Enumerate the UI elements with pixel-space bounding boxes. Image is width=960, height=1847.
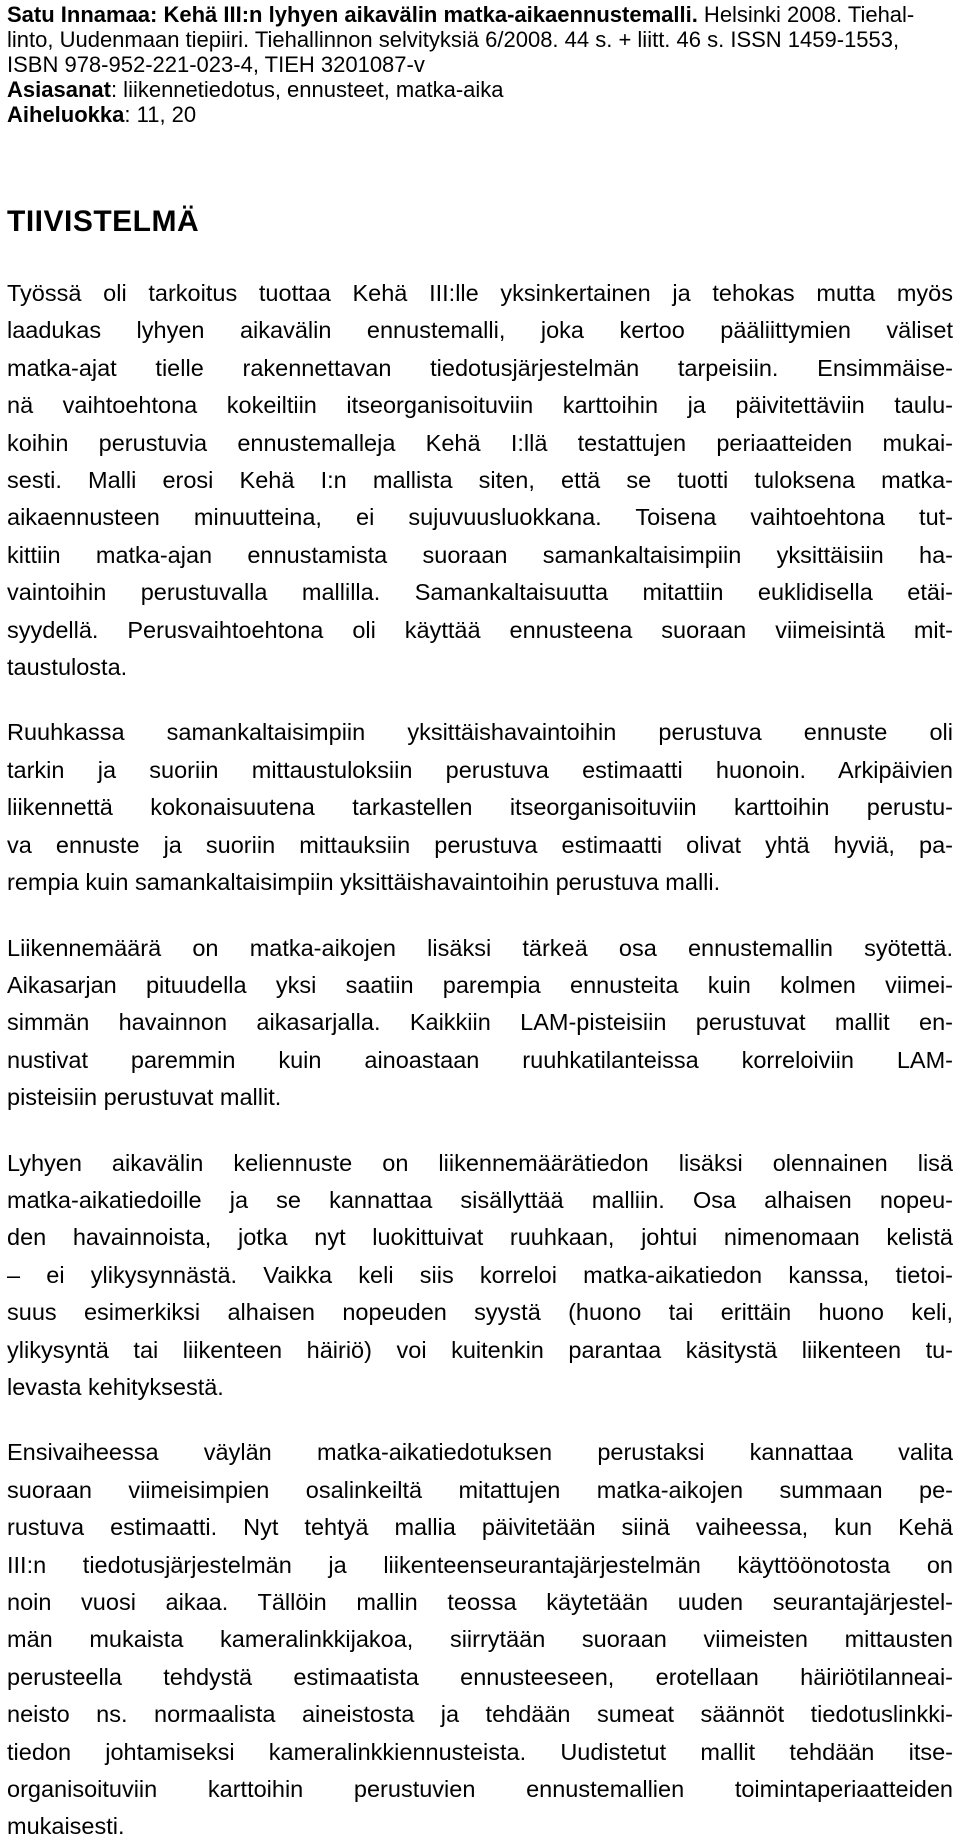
- text-line: Lyhyen aikavälin keliennuste on liikennemäärätiedon lisäksi olennainen lisä: [7, 1149, 953, 1176]
- text-line: matka-ajat tielle rakennettavan tiedotusjärjestelmän tarpeisiin. Ensimmäise-: [7, 354, 953, 381]
- text-line: kittiin matka-ajan ennustamista suoraan samankaltaisimpiin yksittäisiin ha-: [7, 541, 953, 568]
- text-line: levasta kehityksestä.: [7, 1373, 224, 1400]
- text-line: pisteisiin perustuvat mallit.: [7, 1084, 282, 1111]
- abstract-paragraph: [7, 1434, 953, 1845]
- text-line: Ensivaiheessa väylän matka-aikatiedotuksen perustaksi kannattaa valita: [7, 1439, 953, 1466]
- abstract-paragraph: [7, 714, 953, 901]
- keywords-value: : liikennetiedotus, ennusteet, matka-aika: [110, 77, 504, 102]
- text-line: organisoituviin karttoihin perustuvien ennustemallien toimintaperiaatteiden: [7, 1776, 953, 1803]
- keywords-label: Asiasanat: [7, 77, 111, 102]
- text-line: neisto ns. normaalista aineistosta ja tehdään sumeat säännöt tiedotuslinkki-: [7, 1701, 953, 1728]
- text-line: perusteella tehdystä estimaatista ennusteeseen, erotellaan häiriötilanneai-: [7, 1663, 953, 1690]
- abstract-paragraph: [7, 1145, 953, 1407]
- text-line: ylikysyntä tai liikenteen häiriö) voi kuitenkin parantaa käsitystä liikenteen tu-: [7, 1336, 953, 1363]
- text-line: tiedon johtamiseksi kameralinkkiennusteista. Uudistetut mallit tehdään itse-: [7, 1738, 953, 1765]
- text-line: – ei ylikysynnästä. Vaikka keli siis korreloi matka-aikatiedon kanssa, tietoi-: [7, 1261, 953, 1288]
- text-line: män mukaista kameralinkkijakoa, siirrytään suoraan viimeisten mittausten: [7, 1626, 953, 1653]
- text-line: III:n tiedotusjärjestelmän ja liikenteenseurantajärjestelmän käyttöönotosta on: [7, 1551, 953, 1578]
- abstract-heading: TIIVISTELMÄ: [7, 205, 200, 238]
- subject-value: : 11, 20: [124, 102, 197, 127]
- text-line: laadukas lyhyen aikavälin ennustemalli, joka kertoo pääliittymien väliset: [7, 317, 953, 344]
- subject-line: [7, 102, 953, 127]
- keywords-line: [7, 77, 953, 102]
- text-line: koihin perustuvia ennustemalleja Kehä I:llä testattujen periaatteiden mukai-: [7, 429, 953, 456]
- document-page: [7, 0, 953, 1846]
- text-line: nä vaihtoehtona kokeiltiin itseorganisoituviin karttoihin ja päivitettäviin taulu-: [7, 392, 953, 419]
- bibliographic-info: [7, 2, 953, 127]
- text-line: vaintoihin perustuvalla mallilla. Samankaltaisuutta mitattiin euklidisella etäi-: [7, 579, 953, 606]
- text-line: sesti. Malli erosi Kehä I:n mallista siten, että se tuotti tuloksena matka-: [7, 467, 953, 494]
- abstract-paragraph: [7, 930, 953, 1117]
- bibliographic-line-2: linto, Uudenmaan tiepiiri. Tiehallinnon selvityksiä 6/2008. 44 s. + liitt. 46 s. ISSN 1459-1553,: [7, 27, 900, 52]
- author-title: Satu Innamaa: Kehä III:n lyhyen aikavälin matka-aikaennustemalli.: [7, 2, 698, 27]
- text-line: den havainnoista, jotka nyt luokittuivat ruuhkaan, johtui nimenomaan kelistä: [7, 1224, 953, 1251]
- abstract-paragraph: [7, 275, 953, 686]
- bibliographic-line-1: [7, 2, 953, 27]
- bibliographic-line-3: ISBN 978-952-221-023-4, TIEH 3201087-v: [7, 52, 425, 77]
- text-line: suoraan viimeisimpien osalinkeiltä mitattujen matka-aikojen summaan pe-: [7, 1476, 953, 1503]
- text-line: noin vuosi aikaa. Tällöin mallin teossa käytetään uuden seurantajärjestel-: [7, 1589, 953, 1615]
- text-line: Ruuhkassa samankaltaisimpiin yksittäishavaintoihin perustuva ennuste oli: [7, 719, 953, 746]
- text-line: Liikennemäärä on matka-aikojen lisäksi tärkeä osa ennustemallin syötettä.: [7, 934, 953, 961]
- text-line: liikennettä kokonaisuutena tarkastellen itseorganisoituviin karttoihin perustu-: [7, 794, 953, 821]
- text-line: Työssä oli tarkoitus tuottaa Kehä III:lle yksinkertainen ja tehokas mutta myös: [7, 280, 953, 306]
- text-line: va ennuste ja suoriin mittauksiin perustuva estimaatti olivat yhtä hyviä, pa-: [7, 831, 953, 858]
- text-line: nustivat paremmin kuin ainoastaan ruuhkatilanteissa korreloiviin LAM-: [7, 1046, 953, 1073]
- publisher-info: Helsinki 2008. Tiehal-: [697, 2, 915, 27]
- text-line: rustuva estimaatti. Nyt tehtyä mallia päivitetään siinä vaiheessa, kun Kehä: [7, 1514, 953, 1541]
- text-line: tarkin ja suoriin mittaustuloksiin perustuva estimaatti huonoin. Arkipäivien: [7, 756, 953, 783]
- text-line: aikaennusteen minuutteina, ei sujuvuusluokkana. Toisena vaihtoehtona tut-: [7, 504, 953, 531]
- text-line: Aikasarjan pituudella yksi saatiin parempia ennusteita kuin kolmen viimei-: [7, 971, 953, 998]
- text-line: suus esimerkiksi alhaisen nopeuden syystä (huono tai erittäin huono keli,: [7, 1299, 953, 1326]
- text-line: matka-aikatiedoille ja se kannattaa sisällyttää malliin. Osa alhaisen nopeu-: [7, 1186, 953, 1213]
- text-line: syydellä. Perusvaihtoehtona oli käyttää ennusteena suoraan viimeisintä mit-: [7, 616, 953, 643]
- text-line: taustulosta.: [7, 654, 128, 681]
- text-line: rempia kuin samankaltaisimpiin yksittäishavaintoihin perustuva malli.: [7, 869, 721, 896]
- text-line: mukaisesti.: [7, 1813, 125, 1840]
- text-line: simmän havainnon aikasarjalla. Kaikkiin LAM-pisteisiin perustuvat mallit en-: [7, 1009, 953, 1036]
- subject-label: Aiheluokka: [7, 102, 125, 127]
